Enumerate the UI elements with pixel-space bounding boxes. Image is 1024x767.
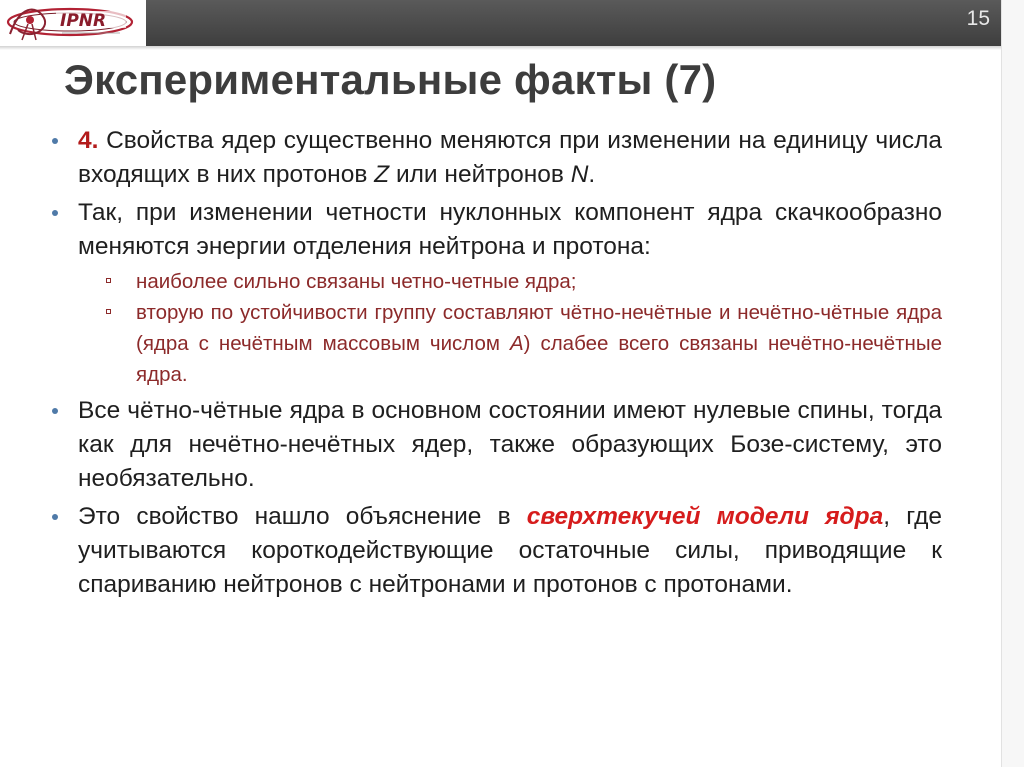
sub-bullet-item-2 [78, 297, 942, 390]
slide-header-bar [0, 0, 1024, 46]
bullet-text: Это свойство нашло объяснение в [78, 503, 527, 530]
bullet-text: Все чётно-чётные ядра в основном состоянии имеют нулевые спины, тогда как для нечётно-нечётных ядер, также образующих Бозе-систему, это необязательно. [78, 397, 942, 492]
slide-body [52, 124, 942, 606]
header-shadow [0, 46, 1024, 50]
bullet-item-4 [52, 500, 942, 602]
variable-z: Z [374, 161, 390, 188]
ipnr-logo [0, 0, 146, 46]
bullet-item-1 [52, 124, 942, 192]
sub-bullet-text: ) слабее всего связаны нечётно-нечётные ядра. [136, 332, 943, 386]
bullet-dot-icon [52, 138, 58, 144]
variable-n: N [570, 161, 589, 188]
sub-bullet-item-1 [78, 266, 942, 297]
bullet-item-2 [52, 196, 942, 390]
bullet-list [52, 124, 942, 602]
slide-title: Экспериментальные факты (7) [64, 56, 717, 103]
sub-bullet-text: наиболее сильно связаны четно-четные ядра; [136, 270, 577, 293]
page-number: 15 [966, 7, 990, 30]
right-edge-rule [1001, 0, 1024, 767]
variable-a: A [509, 332, 524, 355]
bullet-text: или нейтронов [389, 161, 571, 188]
sub-bullet-text: вторую по устойчивости группу составляют чётно-нечётные и нечётно-чётные ядра (ядра с нечётным массовым числом [136, 301, 942, 355]
sub-bullet-list [78, 266, 942, 390]
bullet-number: 4. [78, 127, 99, 154]
bullet-item-3 [52, 394, 942, 496]
square-bullet-icon [106, 309, 111, 314]
bullet-text: . [588, 161, 596, 188]
highlighted-term: сверхтекучей модели ядра [526, 503, 884, 530]
square-bullet-icon [106, 278, 111, 283]
logo-lettering: IPNR [60, 11, 107, 31]
bullet-text: Свойства ядер существенно меняются при изменении на единицу числа входящих в них протонов [78, 127, 942, 188]
bullet-text: , где учитываются короткодействующие остаточные силы, приводящие к спариванию нейтронов с нейтронами и протонов с протонами. [78, 503, 942, 598]
bullet-text: Так, при изменении четности нуклонных компонент ядра скачкообразно меняются энергии отделения нейтрона и протона: [78, 199, 942, 260]
bullet-dot-icon [52, 408, 58, 414]
bullet-dot-icon [52, 514, 58, 520]
bullet-dot-icon [52, 210, 58, 216]
